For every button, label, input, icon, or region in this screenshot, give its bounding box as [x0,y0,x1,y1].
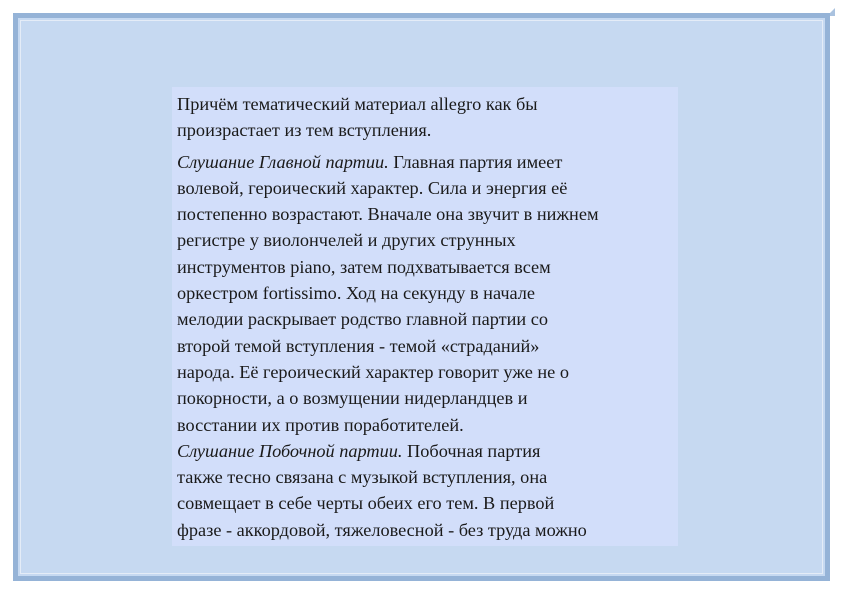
body-text: инструментов piano, затем подхватывается всем [177,256,551,277]
italic-heading-text: Слушание Побочной партии. [177,440,403,461]
body-text: регистре у виолончелей и других струнных [177,230,516,251]
text-line [177,201,674,227]
text-line [177,280,674,306]
body-text: народа. Её героический характер говорит уже не о [177,361,570,382]
body-text: постепенно возрастают. Вначале она звучит в нижнем [177,204,599,225]
paragraph-2 [177,149,674,438]
text-line [177,175,674,201]
body-text: Побочная партия [402,440,541,461]
text-line [177,490,674,516]
text-line [177,359,674,385]
text-line [177,227,674,253]
paragraph-1 [177,91,674,144]
body-text: Причём тематический материал allegro как бы [177,94,538,114]
text-line [177,254,674,280]
text-line [177,412,674,438]
italic-heading-text: Слушание Главной партии. [177,151,389,172]
body-text: волевой, героический характер. Сила и энергия её [177,177,568,198]
paragraph-3 [177,438,674,543]
text-line [177,91,674,117]
text-line [177,517,674,543]
body-text: восстании их против поработителей. [177,414,464,435]
body-text: произрастает из тем вступления. [177,120,432,141]
text-line [177,333,674,359]
text-line [177,438,674,464]
text-line [177,385,674,411]
body-text: оркестром fortissimo. Ход на секунду в начале [177,283,536,304]
body-text: мелодии раскрывает родство главной партии со [177,309,548,330]
slide-frame [13,13,830,581]
body-text: покорности, а о возмущении нидерландцев и [177,388,528,409]
body-text: второй темой вступления - темой «страданий» [177,335,540,356]
body-text: совмещает в себе черты обеих его тем. В первой [177,493,555,514]
text-line [177,149,674,175]
text-line [177,464,674,490]
body-text: также тесно связана с музыкой вступления, она [177,467,548,488]
text-line [177,306,674,332]
text-box [172,87,678,546]
body-text: Главная партия имеет [388,151,563,172]
text-line [177,117,674,143]
body-text: фразе - аккордовой, тяжеловесной - без труда можно [177,519,587,540]
